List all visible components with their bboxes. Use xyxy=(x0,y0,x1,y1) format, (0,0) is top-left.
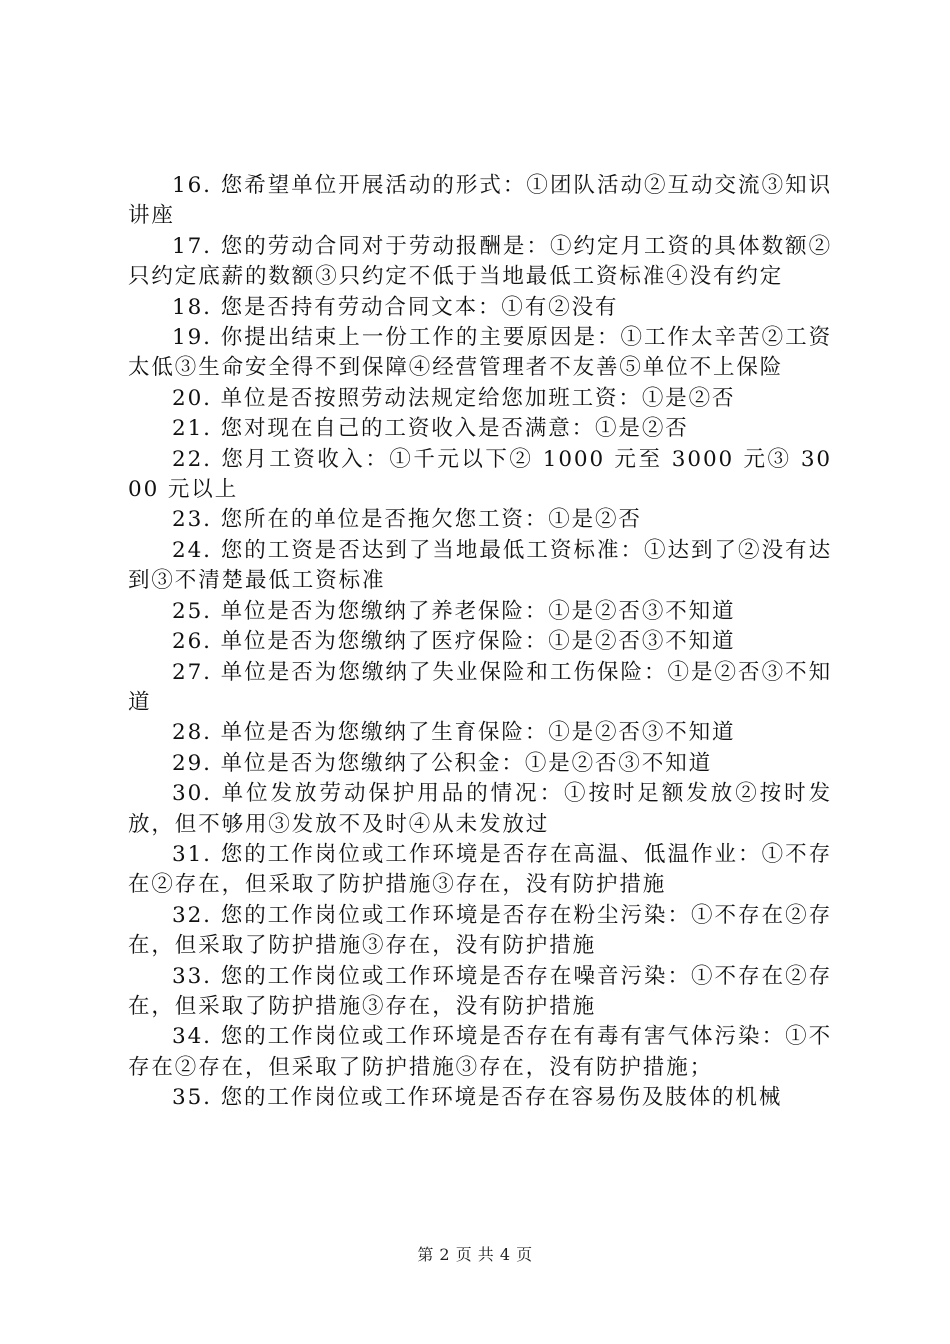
question-19: 19. 你提出结束上一份工作的主要原因是：①工作太辛苦②工资太低③生命安全得不到保障④经营管理者不友善⑤单位不上保险 xyxy=(128,325,832,381)
question-22: 22. 您月工资收入：①千元以下② 1000 元至 3000 元③ 3000 元以上 xyxy=(128,446,832,503)
question-24: 24. 您的工资是否达到了当地最低工资标准：①达到了②没有达到③不清楚最低工资标准 xyxy=(128,537,832,594)
question-30: 30. 单位发放劳动保护用品的情况：①按时足额发放②按时发放，但不够用③发放不及时④从未发放过 xyxy=(128,781,832,837)
questionnaire-body xyxy=(128,171,832,1114)
question-21: 21. 您对现在自己的工资收入是否满意：①是②否 xyxy=(172,416,689,442)
question-26: 26. 单位是否为您缴纳了医疗保险：①是②否③不知道 xyxy=(172,629,736,655)
question-28: 28. 单位是否为您缴纳了生育保险：①是②否③不知道 xyxy=(172,720,736,746)
question-31: 31. 您的工作岗位或工作环境是否存在高温、低温作业：①不存在②存在，但采取了防护措施③存在，没有防护措施 xyxy=(128,841,832,898)
question-35: 35. 您的工作岗位或工作环境是否存在容易伤及肢体的机械 xyxy=(172,1085,783,1111)
question-29: 29. 单位是否为您缴纳了公积金：①是②否③不知道 xyxy=(172,750,713,776)
question-16: 16. 您希望单位开展活动的形式：①团队活动②互动交流③知识讲座 xyxy=(128,173,832,229)
question-18: 18. 您是否持有劳动合同文本：①有②没有 xyxy=(172,294,619,320)
question-33: 33. 您的工作岗位或工作环境是否存在噪音污染：①不存在②存在，但采取了防护措施③存在，没有防护措施 xyxy=(128,963,832,1019)
question-20: 20. 单位是否按照劳动法规定给您加班工资：①是②否 xyxy=(172,385,736,411)
page-footer: 第 2 页 共 4 页 xyxy=(417,1245,533,1264)
question-34: 34. 您的工作岗位或工作环境是否存在有毒有害气体污染：①不存在②存在，但采取了防护措施③存在，没有防护措施； xyxy=(128,1024,832,1080)
question-32: 32. 您的工作岗位或工作环境是否存在粉尘污染：①不存在②存在，但采取了防护措施③存在，没有防护措施 xyxy=(128,902,832,959)
question-27: 27. 单位是否为您缴纳了失业保险和工伤保险：①是②否③不知道 xyxy=(128,659,832,715)
question-25: 25. 单位是否为您缴纳了养老保险：①是②否③不知道 xyxy=(172,598,736,624)
question-23: 23. 您所在的单位是否拖欠您工资：①是②否 xyxy=(172,507,642,533)
question-17: 17. 您的劳动合同对于劳动报酬是：①约定月工资的具体数额②只约定底薪的数额③只约定不低于当地最低工资标准④没有约定 xyxy=(128,233,832,290)
